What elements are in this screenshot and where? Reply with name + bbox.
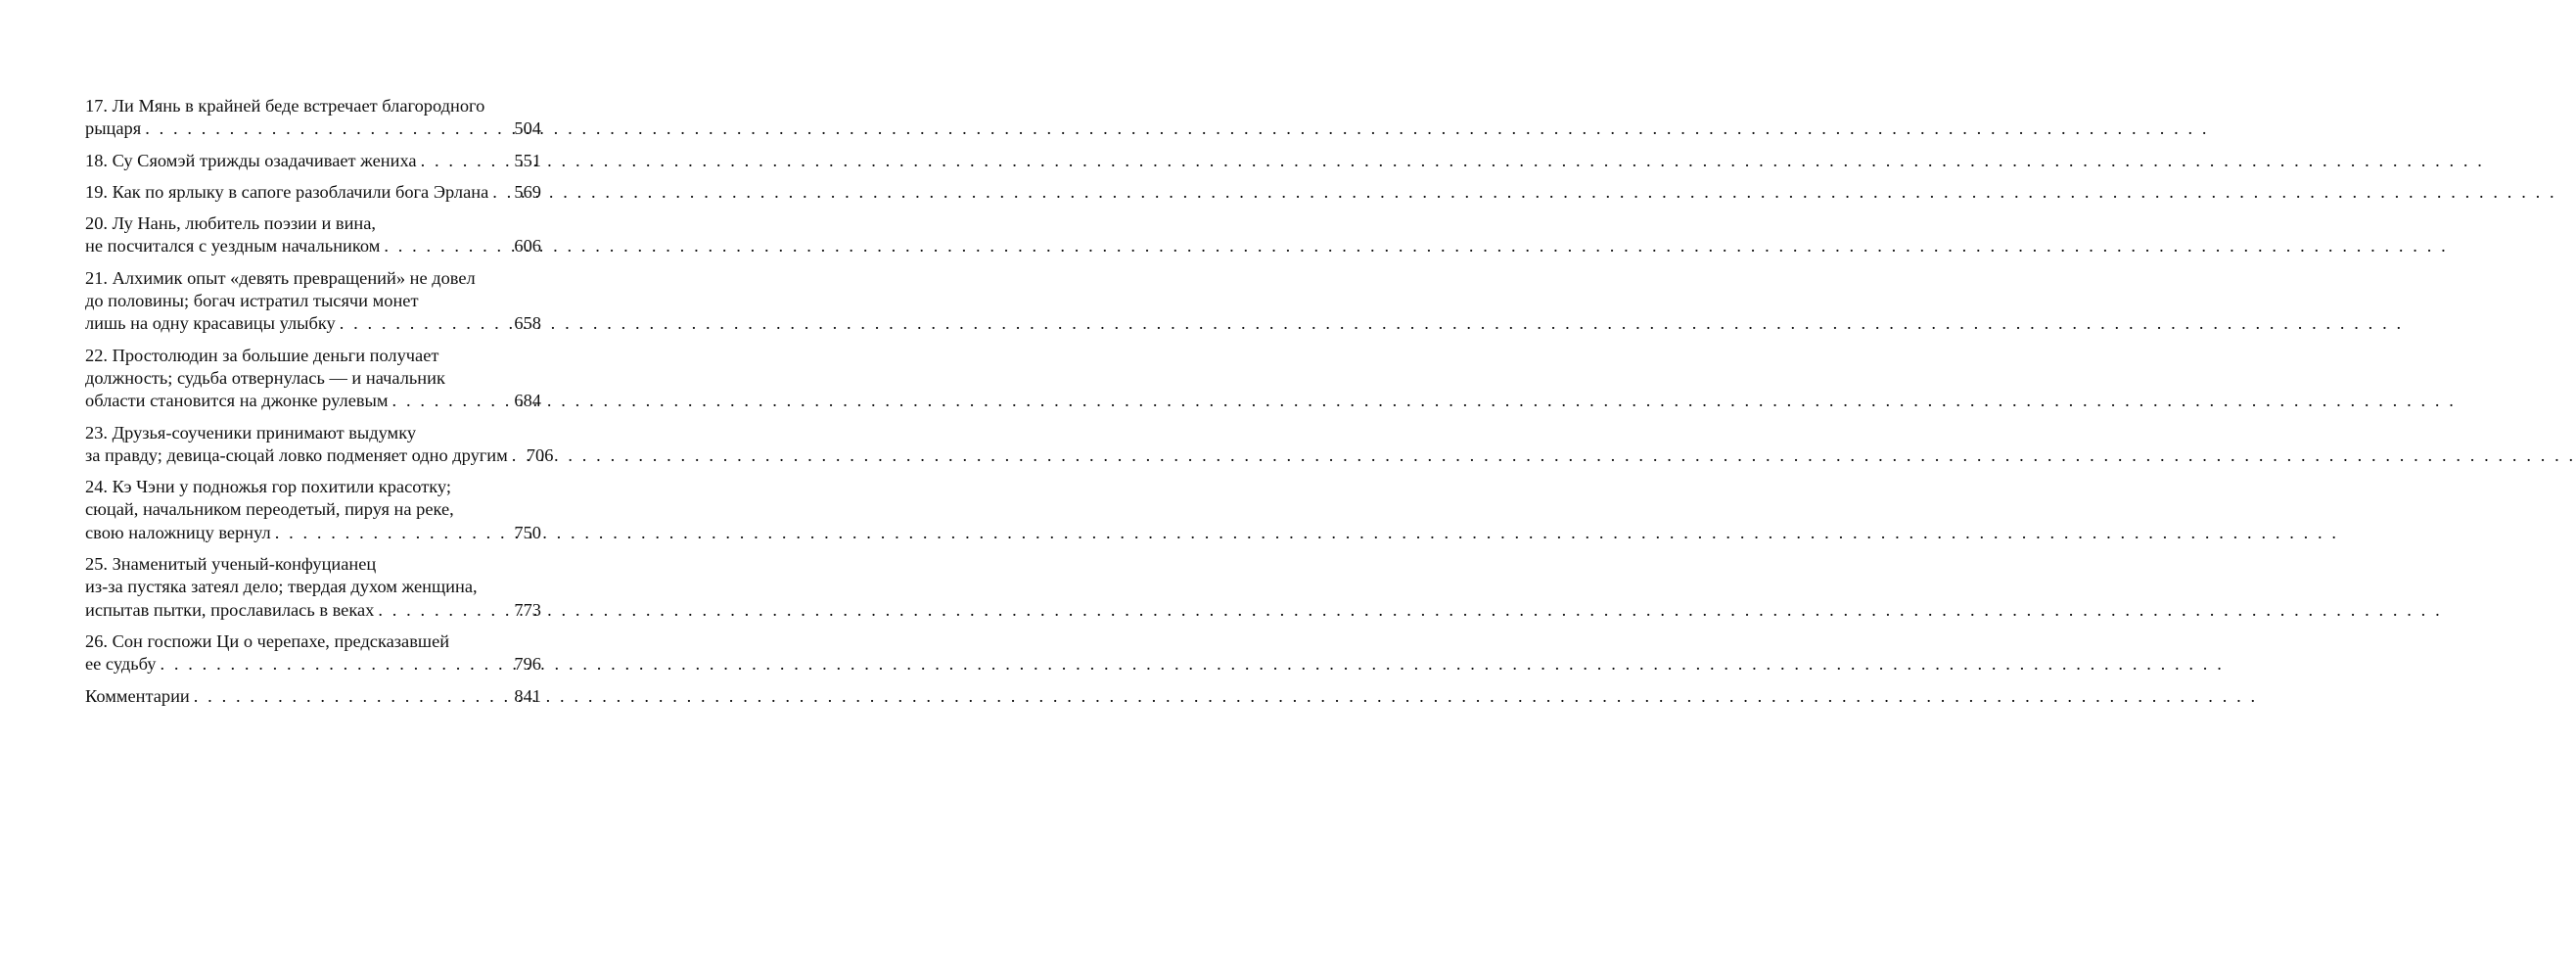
page-number: 606 [514, 236, 541, 256]
page-number: 750 [514, 522, 541, 542]
toc-entry-title-line: испытав пытки, прославилась в веках [85, 599, 375, 620]
toc-entry-title-line: 26. Сон госпожи Ци о черепахе, предсказавшей [85, 630, 450, 651]
toc-entry [85, 630, 541, 676]
toc-entry [85, 422, 554, 468]
toc-entry-title-line: лишь на одну красавицы улыбку [85, 313, 336, 334]
toc-entry [85, 267, 541, 336]
toc-entry-title-line: Комментарии [85, 685, 190, 706]
dot-leader [384, 235, 511, 257]
toc-entry-last-line [85, 444, 554, 467]
dot-leader [392, 390, 512, 412]
toc-entry-title-line: 24. Кэ Чэни у подножья гор похитили красотку; [85, 477, 451, 497]
page-number: 658 [514, 313, 541, 334]
dot-leader [378, 599, 511, 622]
toc-entry-last-line [85, 235, 541, 257]
toc-entry-title-line: 21. Алхимик опыт «девять превращений» не довел [85, 267, 476, 288]
toc-entry-title-line: ее судьбу [85, 654, 157, 675]
page-number: 706 [526, 444, 554, 465]
toc-entry-last-line [85, 390, 541, 412]
toc-entry-title-line: 19. Как по ярлыку в сапоге разоблачили бога Эрлана [85, 181, 489, 202]
toc-entry [85, 181, 541, 204]
page-number: 551 [514, 150, 541, 170]
toc-entry-title-line: 25. Знаменитый ученый-конфуцианец [85, 554, 377, 575]
toc-entry-title-line: сюцай, начальником переодетый, пируя на реке, [85, 499, 454, 520]
toc-entry-title-line: свою наложницу вернул [85, 522, 271, 542]
toc-entry [85, 553, 541, 622]
page-number: 569 [514, 181, 541, 202]
page-number: 504 [514, 118, 541, 139]
toc-entry-last-line [85, 522, 541, 544]
toc-entry [85, 212, 541, 258]
toc-entry-title-line: за правду; девица-сюцай ловко подменяет одно другим [85, 444, 508, 465]
toc-entry [85, 685, 541, 708]
dot-leader [492, 181, 511, 204]
toc-entry [85, 345, 541, 413]
toc-entry-title-line: 17. Ли Мянь в крайней беде встречает благородного [85, 96, 485, 116]
toc-entry-title-line: 18. Су Сяомэй трижды озадачивает жениха [85, 150, 417, 170]
toc-entry-title-line: должность; судьба отвернулась — и начальник [85, 367, 445, 388]
page-number: 841 [514, 685, 541, 706]
page-number: 773 [514, 599, 541, 620]
dot-leader [145, 117, 511, 140]
page-number: 796 [514, 654, 541, 675]
toc-entry-title-line: 22. Простолюдин за большие деньги получает [85, 345, 439, 365]
toc-entry [85, 476, 541, 544]
toc-entry-title-line: не посчитался с уездным начальником [85, 236, 381, 256]
dot-leader [275, 522, 512, 544]
toc-entry-last-line [85, 685, 541, 708]
toc-entry-title-line: 20. Лу Нань, любитель поэзии и вина, [85, 213, 377, 234]
page-number: 684 [514, 391, 541, 411]
toc-entry-last-line [85, 312, 541, 335]
dot-leader [160, 653, 511, 676]
dot-leader [340, 312, 512, 335]
table-of-contents [85, 95, 554, 717]
toc-entry-last-line [85, 653, 541, 676]
toc-entry-title-line: из-за пустяка затеял дело; твердая духом женщина, [85, 577, 478, 597]
toc-entry-last-line [85, 150, 541, 172]
toc-entry-title-line: 23. Друзья-соученики принимают выдумку [85, 422, 417, 443]
toc-entry-title-line: рыцаря [85, 118, 142, 139]
toc-entry-title-line: до половины; богач истратил тысячи монет [85, 291, 419, 311]
dot-leader [421, 150, 512, 172]
dot-leader [512, 444, 524, 467]
toc-entry-last-line [85, 117, 541, 140]
toc-entry-last-line [85, 181, 541, 204]
dot-leader [194, 685, 512, 708]
toc-entry-last-line [85, 599, 541, 622]
toc-entry-title-line: области становится на джонке рулевым [85, 391, 389, 411]
toc-entry [85, 150, 541, 172]
toc-entry [85, 95, 541, 141]
